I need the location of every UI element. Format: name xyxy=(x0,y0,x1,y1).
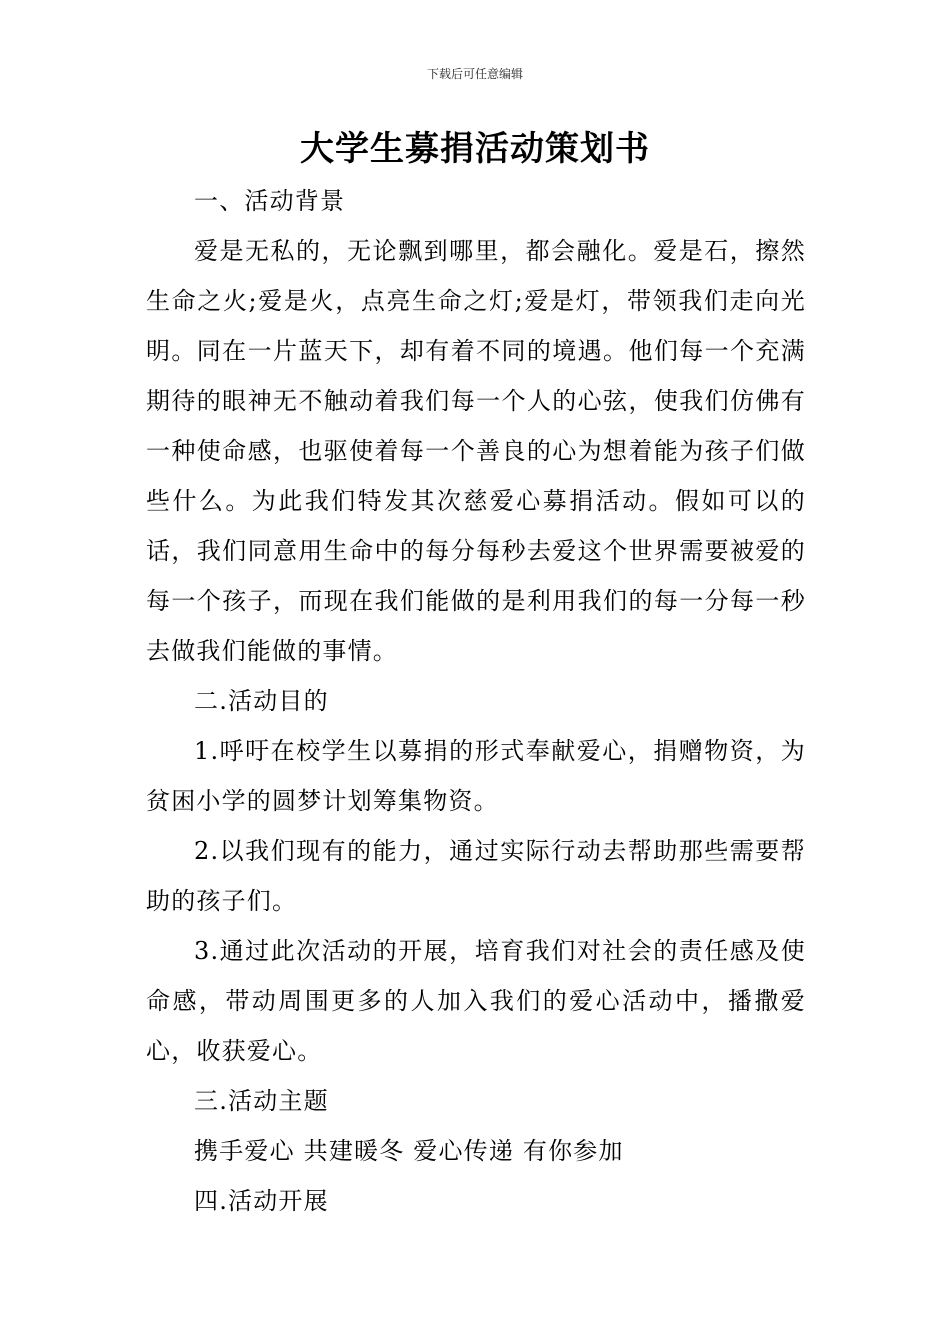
list-item-purpose-2: 2.以我们现有的能力，通过实际行动去帮助那些需要帮助的孩子们。 xyxy=(146,837,806,915)
document-body xyxy=(146,176,806,1226)
section-heading-development: 四.活动开展 xyxy=(194,1187,329,1215)
section-heading-theme: 三.活动主题 xyxy=(194,1087,329,1115)
section-heading-background: 一、活动背景 xyxy=(194,187,346,215)
list-item-purpose-1: 1.呼吁在校学生以募捐的形式奉献爱心，捐赠物资，为贫困小学的圆梦计划筹集物资。 xyxy=(146,737,806,815)
paragraph-theme: 携手爱心 共建暖冬 爱心传递 有你参加 xyxy=(194,1137,624,1165)
section-heading-purpose: 二.活动目的 xyxy=(194,687,329,715)
paragraph-background: 爱是无私的，无论飘到哪里，都会融化。爱是石，擦然生命之火;爱是火，点亮生命之灯;爱是灯，带领我们走向光明。同在一片蓝天下，却有着不同的境遇。他们每一个充满期待的眼神无不触动着我们每一个人的心弦，使我们仿佛有一种使命感，也驱使着每一个善良的心为想着能为孩子们做些什么。为此我们特发其次慈爱心募捐活动。假如可以的话，我们同意用生命中的每分每秒去爱这个世界需要被爱的每一个孩子，而现在我们能做的是利用我们的每一分每一秒去做我们能做的事情。 xyxy=(146,237,806,665)
document-title: 大学生募捐活动策划书 xyxy=(300,129,650,169)
list-item-purpose-3: 3.通过此次活动的开展，培育我们对社会的责任感及使命感，带动周围更多的人加入我们的爱心活动中，播撒爱心，收获爱心。 xyxy=(146,937,806,1065)
header-note: 下载后可任意编辑 xyxy=(426,67,523,81)
